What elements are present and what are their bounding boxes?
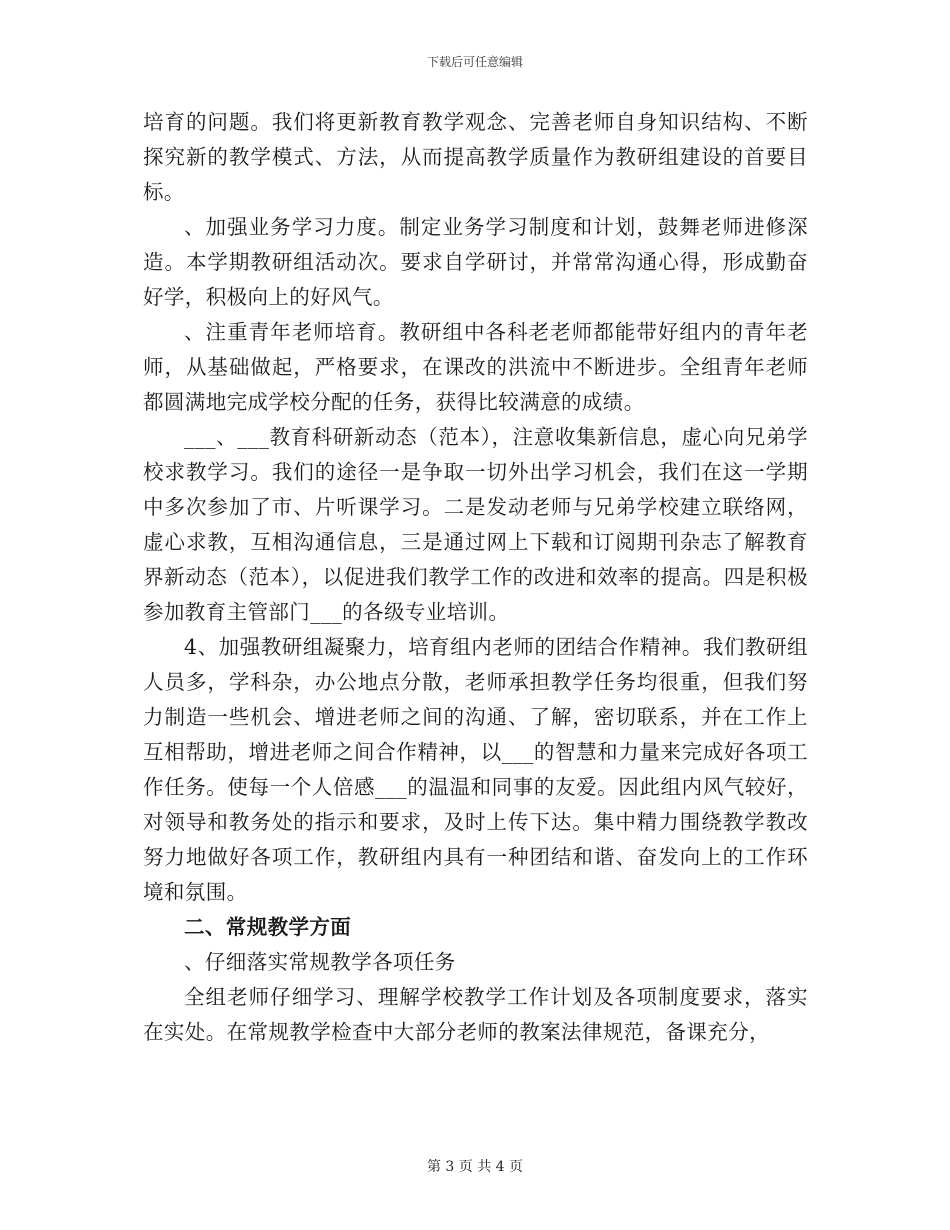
paragraph-young-teachers: 、注重青年老师培育。教研组中各科老老师都能带好组内的青年老师，从基础做起，严格要求，在课改的洪流中不断进步。全组青年老师都圆满地完成学校分配的任务，获得比较满意的成绩。 (143, 320, 808, 414)
document-body (143, 105, 808, 1050)
paragraph-routine-teaching: 全组老师仔细学习、理解学校教学工作计划及各项制度要求，落实在实处。在常规教学检查中大部分老师的教案法律规范，备课充分， (143, 985, 808, 1044)
paragraph-business-study: 、加强业务学习力度。制定业务学习制度和计划，鼓舞老师进修深造。本学期教研组活动次。要求自学研讨，并常常沟通心得，形成勤奋好学，积极向上的好风气。 (143, 215, 808, 309)
paragraph-continuation: 培育的问题。我们将更新教育教学观念、完善老师自身知识结构、不断探究新的教学模式、方法，从而提高教学质量作为教研组建设的首要目标。 (143, 110, 808, 204)
paragraph-research-trends: ___、___教育科研新动态（范本），注意收集新信息，虚心向兄弟学校求教学习。我们的途径一是争取一切外出学习机会，我们在这一学期中多次参加了市、片听课学习。二是发动老师与兄弟学校建立联络网，虚心求教，互相沟通信息，三是通过网上下载和订阅期刊杂志了解教育界新动态（范本），以促进我们教学工作的改进和效率的提高。四是积极参加教育主管部门___的各级专业培训。 (143, 425, 808, 624)
section-heading: 二、常规教学方面 (184, 915, 352, 939)
page-footer: 第 3 页 共 4 页 (426, 1159, 524, 1175)
subsection-heading: 、仔细落实常规教学各项任务 (184, 950, 456, 974)
paragraph-cohesion: 4、加强教研组凝聚力，培育组内老师的团结合作精神。我们教研组人员多，学科杂，办公地点分散，老师承担教学任务均很重，但我们努力制造一些机会、增进老师之间的沟通、了解，密切联系，并在工作上互相帮助，增进老师之间合作精神，以___的智慧和力量来完成好各项工作任务。使每一个人倍感___的温温和同事的友爱。因此组内风气较好，对领导和教务处的指示和要求，及时上传下达。集中精力围绕教学教改努力地做好各项工作，教研组内具有一种团结和谐、奋发向上的工作环境和氛围。 (143, 635, 808, 904)
page-header: 下载后可任意编辑 (426, 55, 523, 69)
